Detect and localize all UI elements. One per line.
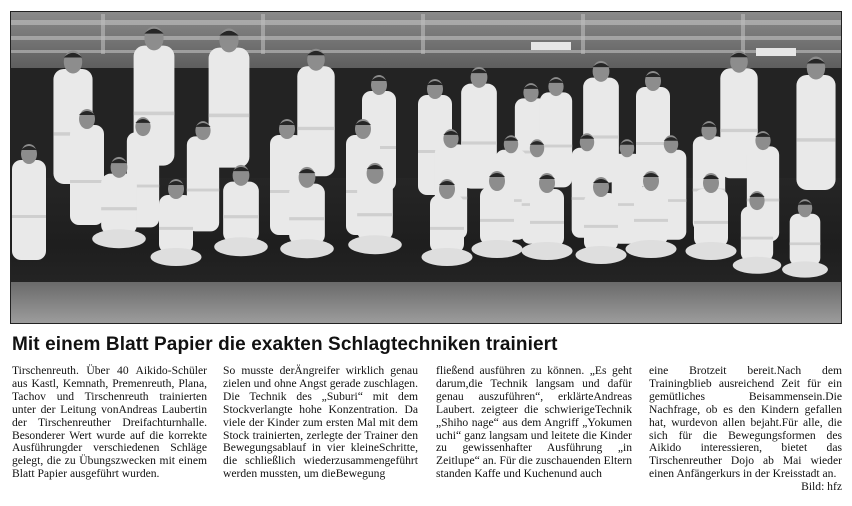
article-column-2 xyxy=(223,365,418,481)
article-column-3 xyxy=(436,365,632,481)
article-paragraph: Tirschenreuth. Über 40 Aikido-Schüler aus Kastl, Kemnath, Premenreuth, Plana, Tachov und Tirschenreuth trainierten unter der Leitung vonAndreas Laubertin der Tirschenreuther Dreifachturnhalle. Besonderer Wert wurde auf die korrekte Ausführungder verschiedenen Schläge gelegt, die zu Übungszwecken mit einem Blatt Papier ausgeführt wurden. xyxy=(12,364,207,481)
article-paragraph: So musste derÄngreifer wirklich genau zielen und ohne Angst gerade zuschlagen. Die Technik des „Suburi“ mit dem Stockverlangte hohe Konzentration. Da viele der Kinder zum ersten Mal mit dem Stock trainierten, zerlegte der Trainer den Bewegungsablauf in vier kleineSchritte, die schließlich wiederzusammengeführt werden mussten, um dieBewegung xyxy=(223,364,418,481)
article-headline: Mit einem Blatt Papier die exakten Schlagtechniken trainiert xyxy=(12,334,558,355)
person-figure xyxy=(12,144,46,260)
article-column-4 xyxy=(649,365,842,494)
person-figure xyxy=(70,109,104,225)
photo-credit: Bild: hfz xyxy=(801,480,842,494)
article-column-1 xyxy=(12,365,207,481)
group-photo-image xyxy=(11,12,841,323)
article-paragraph: eine Brotzeit bereit.Nach dem Trainingblieb ausreichend Zeit für ein gemütliches Beisammensein.Die Nachfrage, ob es den Kindern gefallen hat, wurdevon allen bejaht.Für alle, die sich für die Bewegungsformen des Aikido interessieren, bietet das Tirschenreuther Dojo ab Mai wieder einen Anfängerkurs in der Kreisstadt an. xyxy=(649,364,842,481)
person-figure xyxy=(796,57,835,190)
article-body xyxy=(12,365,842,503)
article-paragraph: fließend ausführen zu können. „Es geht darum,die Technik langsam und dafür genau auszuführen“, erklärteAndreas Laubert. zeigteer die schwierigeTechnik „Shiho nage“ aus dem Angriff „Yokumen uchi“ ganz langsam und leitete die Kinder zu gewissenhafter Ausführung „in Zeitlupe“ an. Für die zuschauenden Eltern standen Kaffe und Kuchenund auch xyxy=(436,364,632,481)
group-photo xyxy=(10,11,842,324)
